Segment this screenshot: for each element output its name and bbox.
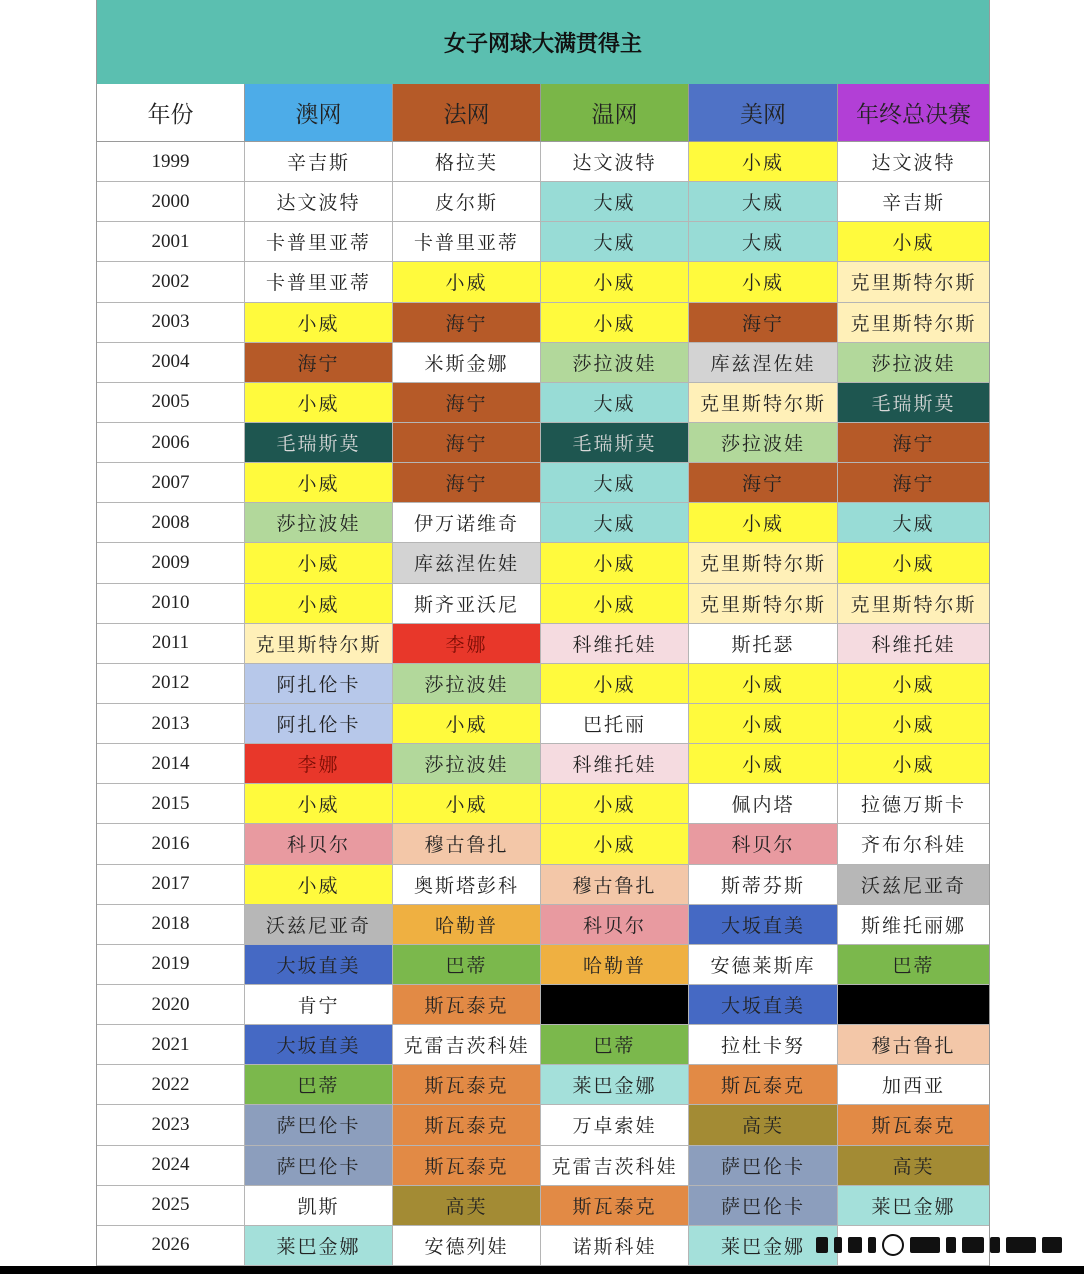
winner-cell: 小威 <box>541 303 689 343</box>
winner-cell: 小威 <box>541 262 689 302</box>
year-cell: 2021 <box>97 1025 245 1065</box>
winner-cell: 莎拉波娃 <box>393 744 541 784</box>
winner-cell: 巴蒂 <box>541 1025 689 1065</box>
winner-cell: 大威 <box>541 383 689 423</box>
winner-cell: 克雷吉茨科娃 <box>393 1025 541 1065</box>
winner-cell: 莱巴金娜 <box>245 1226 393 1266</box>
winner-cell: 海宁 <box>838 423 989 463</box>
table-row <box>97 744 989 784</box>
winner-cell: 斯瓦泰克 <box>838 1105 989 1145</box>
winner-cell: 海宁 <box>245 343 393 383</box>
table-row <box>97 222 989 262</box>
table-row <box>97 1105 989 1145</box>
year-cell: 2009 <box>97 543 245 583</box>
winner-cell: 大坂直美 <box>245 945 393 985</box>
year-cell: 2012 <box>97 664 245 704</box>
header-cell: 年终总决赛 <box>838 84 989 142</box>
winner-cell: 大威 <box>541 182 689 222</box>
winner-cell: 克里斯特尔斯 <box>838 303 989 343</box>
table-row <box>97 865 989 905</box>
winner-cell: 斯瓦泰克 <box>393 1146 541 1186</box>
table-row <box>97 463 989 503</box>
winner-cell: 毛瑞斯莫 <box>245 423 393 463</box>
year-cell: 2008 <box>97 503 245 543</box>
winner-cell: 斯瓦泰克 <box>393 1065 541 1105</box>
overlay-bar <box>962 1237 984 1253</box>
overlay-bar <box>946 1237 956 1253</box>
table-row <box>97 1186 989 1226</box>
winner-cell: 小威 <box>245 543 393 583</box>
winner-cell: 小威 <box>689 704 838 744</box>
winner-cell: 小威 <box>689 142 838 182</box>
winner-cell: 海宁 <box>393 423 541 463</box>
winner-cell: 莎拉波娃 <box>245 503 393 543</box>
winner-cell: 达文波特 <box>838 142 989 182</box>
winner-cell: 卡普里亚蒂 <box>245 262 393 302</box>
winner-cell: 大威 <box>541 503 689 543</box>
table-row <box>97 784 989 824</box>
winner-cell: 伊万诺维奇 <box>393 503 541 543</box>
winner-cell: 科贝尔 <box>245 824 393 864</box>
winner-cell: 佩内塔 <box>689 784 838 824</box>
winner-cell: 李娜 <box>245 744 393 784</box>
winner-cell: 小威 <box>541 543 689 583</box>
table-row <box>97 543 989 583</box>
table-row <box>97 824 989 864</box>
year-cell: 2007 <box>97 463 245 503</box>
year-cell: 2001 <box>97 222 245 262</box>
winner-cell: 皮尔斯 <box>393 182 541 222</box>
year-cell: 2010 <box>97 584 245 624</box>
winner-cell: 诺斯科娃 <box>541 1226 689 1266</box>
header-row <box>97 84 989 142</box>
overlay-bar <box>834 1237 842 1253</box>
table-row <box>97 1065 989 1105</box>
year-cell: 2013 <box>97 704 245 744</box>
winner-cell: 高芙 <box>393 1186 541 1226</box>
winner-cell: 莱巴金娜 <box>838 1186 989 1226</box>
winner-cell: 大威 <box>689 182 838 222</box>
winner-cell: 莱巴金娜 <box>541 1065 689 1105</box>
table-row <box>97 1025 989 1065</box>
winner-cell: 高芙 <box>689 1105 838 1145</box>
winner-cell: 萨巴伦卡 <box>689 1186 838 1226</box>
winner-cell: 哈勒普 <box>393 905 541 945</box>
winner-cell: 小威 <box>838 543 989 583</box>
winner-cell: 斯瓦泰克 <box>541 1186 689 1226</box>
year-cell: 2014 <box>97 744 245 784</box>
winner-cell: 科维托娃 <box>541 624 689 664</box>
winner-cell: 穆古鲁扎 <box>393 824 541 864</box>
winner-cell: 格拉芙 <box>393 142 541 182</box>
year-cell: 2018 <box>97 905 245 945</box>
table-title: 女子网球大满贯得主 <box>97 0 989 85</box>
winner-cell: 拉德万斯卡 <box>838 784 989 824</box>
winner-cell: 莎拉波娃 <box>689 423 838 463</box>
winner-cell: 莎拉波娃 <box>393 664 541 704</box>
table-row <box>97 343 989 383</box>
header-cell: 年份 <box>97 84 245 142</box>
year-cell: 2005 <box>97 383 245 423</box>
table-row <box>97 182 989 222</box>
winner-cell: 小威 <box>838 704 989 744</box>
table-row <box>97 985 989 1025</box>
winner-cell: 斯齐亚沃尼 <box>393 584 541 624</box>
winner-cell: 达文波特 <box>245 182 393 222</box>
winner-cell: 穆古鲁扎 <box>838 1025 989 1065</box>
winner-cell: 加西亚 <box>838 1065 989 1105</box>
winner-cell: 莎拉波娃 <box>838 343 989 383</box>
header-cell: 温网 <box>541 84 689 142</box>
overlay-bar <box>816 1237 828 1253</box>
winner-cell: 毛瑞斯莫 <box>838 383 989 423</box>
overlay-bar <box>990 1237 1000 1253</box>
winner-cell: 达文波特 <box>541 142 689 182</box>
watermark-overlay <box>810 1232 1065 1258</box>
winner-cell: 大威 <box>541 463 689 503</box>
year-cell: 2017 <box>97 865 245 905</box>
year-cell: 2025 <box>97 1186 245 1226</box>
year-cell: 2022 <box>97 1065 245 1105</box>
winner-cell: 斯维托丽娜 <box>838 905 989 945</box>
table-row <box>97 503 989 543</box>
overlay-bar <box>848 1237 862 1253</box>
table-row <box>97 142 989 182</box>
winner-cell: 萨巴伦卡 <box>245 1146 393 1186</box>
winner-cell: 库兹涅佐娃 <box>393 543 541 583</box>
year-cell: 2000 <box>97 182 245 222</box>
year-cell: 2004 <box>97 343 245 383</box>
winner-cell: 大坂直美 <box>689 905 838 945</box>
table-row <box>97 664 989 704</box>
winner-cell: 高芙 <box>838 1146 989 1186</box>
winner-cell: 沃兹尼亚奇 <box>245 905 393 945</box>
winner-cell: 巴托丽 <box>541 704 689 744</box>
winner-cell: 辛吉斯 <box>245 142 393 182</box>
winner-cell: 巴蒂 <box>245 1065 393 1105</box>
winner-cell: 斯瓦泰克 <box>393 985 541 1025</box>
winner-cell: 科维托娃 <box>838 624 989 664</box>
winner-cell: 海宁 <box>393 383 541 423</box>
winner-cell: 大威 <box>838 503 989 543</box>
winner-cell: 海宁 <box>689 463 838 503</box>
winner-cell: 海宁 <box>838 463 989 503</box>
winner-cell: 辛吉斯 <box>838 182 989 222</box>
winner-cell: 齐布尔科娃 <box>838 824 989 864</box>
winner-cell: 安德列娃 <box>393 1226 541 1266</box>
winner-cell: 斯瓦泰克 <box>689 1065 838 1105</box>
winner-cell: 科贝尔 <box>689 824 838 864</box>
winner-cell: 克里斯特尔斯 <box>838 262 989 302</box>
winner-cell: 斯托瑟 <box>689 624 838 664</box>
winner-cell: 小威 <box>541 824 689 864</box>
winner-cell: 哈勒普 <box>541 945 689 985</box>
header-cell: 美网 <box>689 84 838 142</box>
year-cell: 2003 <box>97 303 245 343</box>
winner-cell: 斯瓦泰克 <box>393 1105 541 1145</box>
winner-cell: 莎拉波娃 <box>541 343 689 383</box>
header-cell: 澳网 <box>245 84 393 142</box>
bottom-edge <box>0 1266 1084 1274</box>
table-body <box>97 142 989 1266</box>
winner-cell: 小威 <box>838 744 989 784</box>
table-row <box>97 303 989 343</box>
winner-cell: 库兹涅佐娃 <box>689 343 838 383</box>
winner-cell: 萨巴伦卡 <box>245 1105 393 1145</box>
grand-slam-table <box>96 0 990 1266</box>
table-row <box>97 624 989 664</box>
winner-cell: 小威 <box>393 784 541 824</box>
winner-cell: 穆古鲁扎 <box>541 865 689 905</box>
winner-cell: 小威 <box>541 664 689 704</box>
winner-cell: 小威 <box>245 383 393 423</box>
winner-cell: 小威 <box>838 664 989 704</box>
winner-cell: 克里斯特尔斯 <box>838 584 989 624</box>
winner-cell: 科贝尔 <box>541 905 689 945</box>
winner-cell: 小威 <box>689 664 838 704</box>
year-cell: 2015 <box>97 784 245 824</box>
winner-cell: 大威 <box>541 222 689 262</box>
table-row <box>97 383 989 423</box>
winner-cell: 小威 <box>245 584 393 624</box>
winner-cell: 小威 <box>393 262 541 302</box>
winner-cell: 小威 <box>541 584 689 624</box>
winner-cell: 斯蒂芬斯 <box>689 865 838 905</box>
table-row <box>97 704 989 744</box>
winner-cell: 小威 <box>245 303 393 343</box>
winner-cell: 肯宁 <box>245 985 393 1025</box>
winner-cell <box>838 985 989 1025</box>
year-cell: 2019 <box>97 945 245 985</box>
winner-cell <box>541 985 689 1025</box>
winner-cell: 奥斯塔彭科 <box>393 865 541 905</box>
winner-cell: 小威 <box>245 784 393 824</box>
winner-cell: 阿扎伦卡 <box>245 704 393 744</box>
year-cell: 2024 <box>97 1146 245 1186</box>
winner-cell: 凯斯 <box>245 1186 393 1226</box>
year-cell: 2016 <box>97 824 245 864</box>
winner-cell: 萨巴伦卡 <box>689 1146 838 1186</box>
overlay-ring-icon <box>882 1234 904 1256</box>
overlay-bar <box>868 1237 876 1253</box>
table-row <box>97 262 989 302</box>
year-cell: 2023 <box>97 1105 245 1145</box>
winner-cell: 大威 <box>689 222 838 262</box>
winner-cell: 卡普里亚蒂 <box>245 222 393 262</box>
winner-cell: 米斯金娜 <box>393 343 541 383</box>
header-cell: 法网 <box>393 84 541 142</box>
overlay-bar <box>1042 1237 1062 1253</box>
winner-cell: 安德莱斯库 <box>689 945 838 985</box>
winner-cell: 大坂直美 <box>689 985 838 1025</box>
winner-cell: 科维托娃 <box>541 744 689 784</box>
winner-cell: 巴蒂 <box>838 945 989 985</box>
winner-cell: 克里斯特尔斯 <box>689 383 838 423</box>
table-row <box>97 945 989 985</box>
winner-cell: 克里斯特尔斯 <box>689 584 838 624</box>
winner-cell: 沃兹尼亚奇 <box>838 865 989 905</box>
winner-cell: 小威 <box>393 704 541 744</box>
year-cell: 2026 <box>97 1226 245 1266</box>
winner-cell: 海宁 <box>393 463 541 503</box>
winner-cell: 毛瑞斯莫 <box>541 423 689 463</box>
winner-cell: 小威 <box>689 744 838 784</box>
overlay-bar <box>910 1237 940 1253</box>
table-row <box>97 423 989 463</box>
winner-cell: 小威 <box>541 784 689 824</box>
table-row <box>97 1146 989 1186</box>
winner-cell: 拉杜卡努 <box>689 1025 838 1065</box>
year-cell: 1999 <box>97 142 245 182</box>
year-cell: 2020 <box>97 985 245 1025</box>
overlay-bar <box>1006 1237 1036 1253</box>
winner-cell: 小威 <box>245 865 393 905</box>
winner-cell: 小威 <box>689 503 838 543</box>
winner-cell: 小威 <box>689 262 838 302</box>
year-cell: 2002 <box>97 262 245 302</box>
winner-cell: 克里斯特尔斯 <box>689 543 838 583</box>
winner-cell: 李娜 <box>393 624 541 664</box>
winner-cell: 克雷吉茨科娃 <box>541 1146 689 1186</box>
year-cell: 2011 <box>97 624 245 664</box>
winner-cell: 海宁 <box>689 303 838 343</box>
winner-cell: 小威 <box>838 222 989 262</box>
winner-cell: 阿扎伦卡 <box>245 664 393 704</box>
winner-cell: 万卓索娃 <box>541 1105 689 1145</box>
winner-cell: 大坂直美 <box>245 1025 393 1065</box>
winner-cell: 海宁 <box>393 303 541 343</box>
winner-cell: 莱巴金娜 <box>689 1226 838 1266</box>
winner-cell: 小威 <box>245 463 393 503</box>
winner-cell: 卡普里亚蒂 <box>393 222 541 262</box>
winner-cell: 克里斯特尔斯 <box>245 624 393 664</box>
table-row <box>97 584 989 624</box>
table-row <box>97 905 989 945</box>
winner-cell: 巴蒂 <box>393 945 541 985</box>
year-cell: 2006 <box>97 423 245 463</box>
